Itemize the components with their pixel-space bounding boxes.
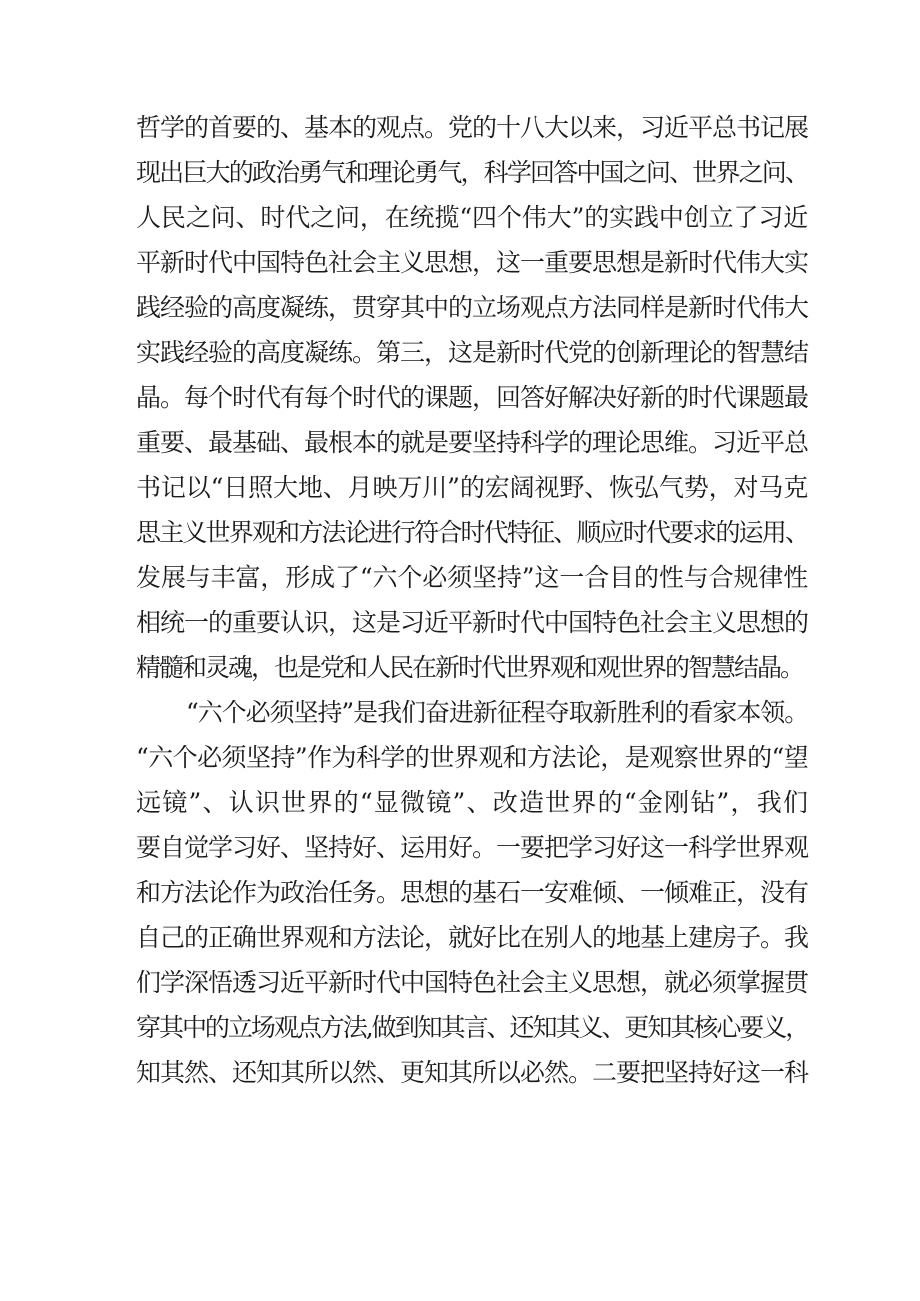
text-line: 现出巨大的政治勇气和理论勇气，科学回答中国之问、世界之问、 [136,158,808,187]
paragraph-2 [136,690,808,1095]
text-line: 践经验的高度凝练，贯穿其中的立场观点方法同样是新时代伟大 [136,293,809,322]
text-line: 实践经验的高度凝练。第三，这是新时代党的创新理论的智慧结 [136,338,809,367]
text-line: 穿其中的立场观点方法,做到知其言、还知其义、更知其核心要义， [136,1013,808,1042]
text-line: “六个必须坚持”是我们奋进新征程夺取新胜利的看家本领。 [186,698,808,727]
text-line: 精髓和灵魂，也是党和人民在新时代世界观和观世界的智慧结晶。 [136,653,804,682]
text-line: 晶。每个时代有每个时代的课题，回答好解决好新的时代课题最 [136,383,809,412]
text-line: 和方法论作为政治任务。思想的基石一安难倾、一倾难正，没有 [136,878,809,907]
text-line: 书记以“日照大地、月映万川”的宏阔视野、恢弘气势，对马克 [136,473,808,502]
text-line: 自己的正确世界观和方法论，就好比在别人的地基上建房子。我 [136,923,809,952]
text-line: 要自觉学习好、坚持好、运用好。一要把学习好这一科学世界观 [136,833,809,862]
text-line: 重要、最基础、最根本的就是要坚持科学的理论思维。习近平总 [136,428,809,457]
text-line: “六个必须坚持”作为科学的世界观和方法论，是观察世界的“望 [136,743,808,772]
text-line: 平新时代中国特色社会主义思想，这一重要思想是新时代伟大实 [136,248,809,277]
text-line: 相统一的重要认识，这是习近平新时代中国特色社会主义思想的 [136,608,809,637]
body-text [136,105,808,1095]
text-line: 们学深悟透习近平新时代中国特色社会主义思想，就必须掌握贯 [136,968,809,997]
text-line: 知其然、还知其所以然、更知其所以必然。二要把坚持好这一科 [136,1058,809,1087]
text-line: 哲学的首要的、基本的观点。党的十八大以来，习近平总书记展 [136,113,809,142]
text-line: 人民之问、时代之问，在统揽“四个伟大”的实践中创立了习近 [136,203,808,232]
text-line: 思主义世界观和方法论进行符合时代特征、顺应时代要求的运用、 [136,518,808,547]
paragraph-1 [136,105,808,690]
text-line: 发展与丰富，形成了“六个必须坚持”这一合目的性与合规律性 [136,563,808,592]
text-line: 远镜”、认识世界的“显微镜”、改造世界的“金刚钻”，我们 [136,788,808,817]
